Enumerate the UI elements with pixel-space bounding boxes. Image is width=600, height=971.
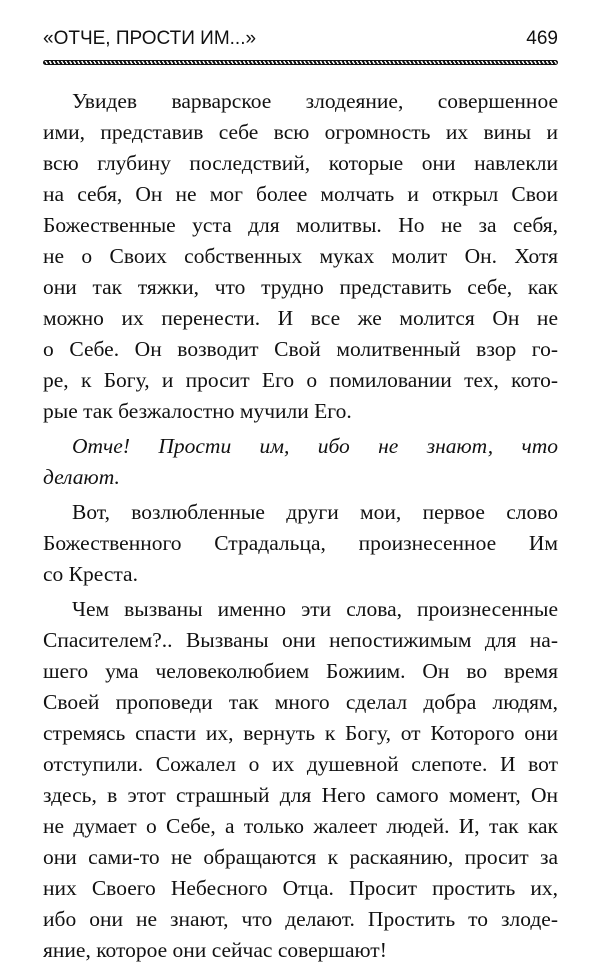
text-line: ибо они не знают, что делают. Простить то злоде- xyxy=(43,907,558,931)
text-line: рые так безжалостно мучили Его. xyxy=(43,399,352,423)
text-line: яние, которое они сейчас совершают! xyxy=(43,938,387,962)
text-line: стремясь спасти их, вернуть к Богу, от Которого они xyxy=(43,721,558,745)
paragraph xyxy=(43,497,558,590)
text-line: Увидев варварское злодеяние, совершенное xyxy=(72,89,558,113)
decorative-rope-rule xyxy=(43,60,558,65)
paragraph xyxy=(43,594,558,966)
italic-quote-paragraph xyxy=(43,431,558,493)
text-line: со Креста. xyxy=(43,562,138,586)
text-line: ре, к Богу, и просит Его о помиловании тех, кото- xyxy=(43,368,558,392)
text-line: Божественные уста для молитвы. Но не за себя, xyxy=(43,213,558,237)
text-line: отступили. Сожалел о их душевной слепоте. И вот xyxy=(43,752,558,776)
text-line: ими, представив себе всю огромность их вины и xyxy=(43,120,558,144)
text-line: они сами-то не обращаются к раскаянию, просит за xyxy=(43,845,558,869)
text-line: не о Своих собственных муках молит Он. Хотя xyxy=(43,244,558,268)
text-line: всю глубину последствий, которые они навлекли xyxy=(43,151,558,175)
text-line: здесь, в этот страшный для Него самого момент, Он xyxy=(43,783,558,807)
text-line: них Своего Небесного Отца. Просит простить их, xyxy=(43,876,558,900)
text-line: Божественного Страдальца, произнесенное Им xyxy=(43,531,558,555)
page-number: 469 xyxy=(526,28,558,49)
text-line: они так тяжки, что трудно представить себе, как xyxy=(43,275,558,299)
text-line: Вот, возлюбленные други мои, первое слово xyxy=(72,500,558,524)
text-line: можно их перенести. И все же молится Он не xyxy=(43,306,558,330)
text-line: шего ума человеколюбием Божиим. Он во время xyxy=(43,659,558,683)
page-body xyxy=(43,86,558,970)
text-line: Своей проповеди так много сделал добра людям, xyxy=(43,690,558,714)
paragraph xyxy=(43,86,558,427)
paragraph-gap xyxy=(43,966,558,970)
text-line: о Себе. Он возводит Свой молитвенный взор го- xyxy=(43,337,558,361)
text-line: Отче! Прости им, ибо не знают, что xyxy=(72,434,558,458)
running-header xyxy=(43,28,558,52)
text-line: не думает о Себе, а только жалеет людей. И, так как xyxy=(43,814,558,838)
text-line: на себя, Он не мог более молчать и открыл Свои xyxy=(43,182,558,206)
text-line: Чем вызваны именно эти слова, произнесенные xyxy=(72,597,558,621)
running-title: «ОТЧЕ, ПРОСТИ ИМ...» xyxy=(43,28,257,49)
text-line: делают. xyxy=(43,465,120,489)
text-line: Спасителем?.. Вызваны они непостижимым для на- xyxy=(43,628,558,652)
